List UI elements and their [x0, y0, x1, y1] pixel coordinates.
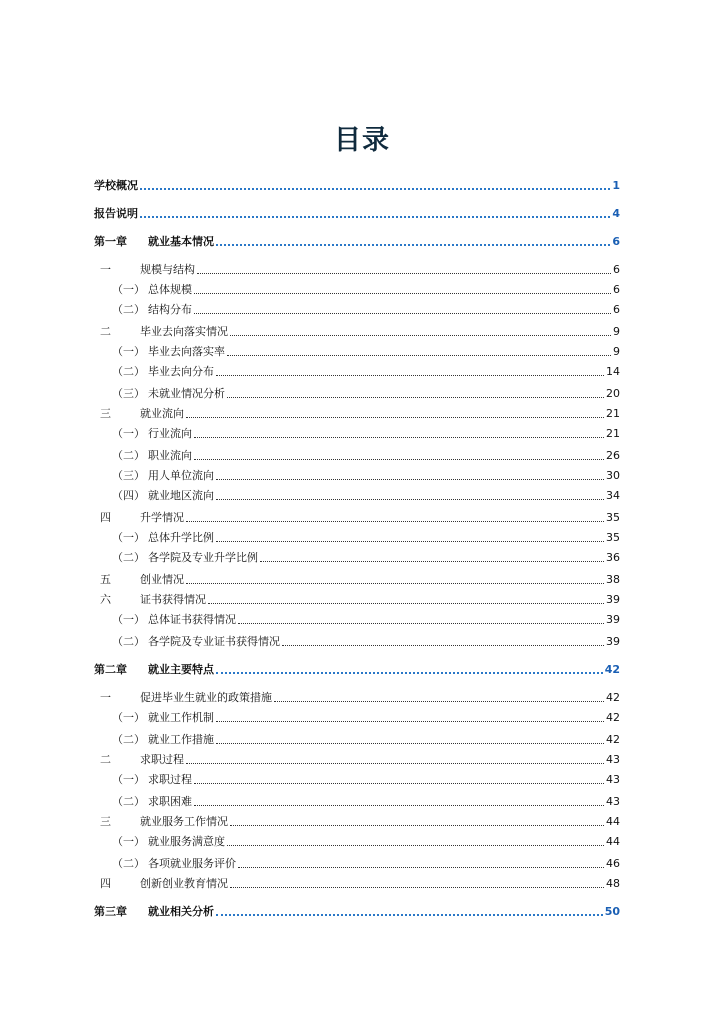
toc-entry-page: 4	[612, 207, 620, 220]
toc-entry-page: 46	[606, 857, 620, 870]
toc-entry-number: 四	[100, 877, 111, 890]
toc-entry-number: 第一章	[94, 235, 127, 248]
toc-entry-page: 42	[604, 663, 620, 676]
toc-entry-number: （二）	[112, 795, 145, 808]
toc-dot-leader	[216, 499, 604, 500]
toc-entry-label: 就业主要特点	[148, 663, 214, 676]
toc-entry-page: 36	[606, 551, 620, 564]
toc-entry[interactable]	[94, 690, 620, 706]
toc-entry[interactable]	[94, 634, 620, 650]
toc-dot-leader	[197, 273, 611, 274]
toc-entry-page: 39	[606, 613, 620, 626]
toc-entry-label: 未就业情况分析	[148, 387, 225, 400]
toc-entry-page: 44	[606, 815, 620, 828]
toc-dot-leader	[216, 743, 604, 744]
toc-entry-label: 报告说明	[94, 207, 138, 220]
toc-entry-page: 6	[613, 263, 620, 276]
toc-entry-number: 二	[100, 753, 111, 766]
toc-entry-number: （三）	[112, 387, 145, 400]
toc-entry-label: 就业基本情况	[148, 235, 214, 248]
toc-entry-label: 结构分布	[148, 303, 192, 316]
toc-dot-leader	[194, 459, 604, 460]
toc-dot-leader	[227, 397, 604, 398]
toc-entry[interactable]	[94, 206, 620, 222]
toc-entry-number: （二）	[112, 733, 145, 746]
toc-entry-page: 39	[606, 635, 620, 648]
toc-entry-page: 30	[606, 469, 620, 482]
toc-dot-leader	[194, 783, 604, 784]
toc-entry-page: 39	[606, 593, 620, 606]
toc-entry[interactable]	[94, 772, 620, 788]
toc-dot-leader	[216, 541, 604, 542]
toc-entry-label: 就业流向	[140, 407, 184, 420]
toc-entry-label: 求职困难	[148, 795, 192, 808]
toc-entry-label: 总体证书获得情况	[148, 613, 236, 626]
toc-dot-leader	[194, 437, 604, 438]
toc-entry[interactable]	[94, 386, 620, 402]
toc-entry-number: （一）	[112, 613, 145, 626]
toc-entry[interactable]	[94, 592, 620, 608]
toc-entry-page: 35	[606, 531, 620, 544]
toc-entry-number: （一）	[112, 427, 145, 440]
toc-entry-page: 38	[606, 573, 620, 586]
toc-entry-page: 6	[612, 235, 620, 248]
toc-entry-number: 第三章	[94, 905, 127, 918]
toc-entry-page: 42	[606, 733, 620, 746]
toc-entry-page: 44	[606, 835, 620, 848]
toc-entry[interactable]	[94, 324, 620, 340]
toc-entry[interactable]	[94, 302, 620, 318]
toc-dot-leader	[227, 845, 604, 846]
toc-entry-page: 1	[612, 179, 620, 192]
toc-entry-label: 各项就业服务评价	[148, 857, 236, 870]
toc-entry-label: 促进毕业生就业的政策措施	[140, 691, 272, 704]
toc-entry[interactable]	[94, 710, 620, 726]
toc-dot-leader	[216, 672, 603, 674]
toc-entry-label: 毕业去向落实情况	[140, 325, 228, 338]
toc-entry-page: 43	[606, 773, 620, 786]
toc-entry-page: 42	[606, 691, 620, 704]
toc-entry[interactable]	[94, 178, 620, 194]
toc-entry-number: （二）	[112, 635, 145, 648]
toc-dot-leader	[208, 603, 604, 604]
toc-entry-number: （二）	[112, 551, 145, 564]
toc-dot-leader	[186, 583, 604, 584]
toc-entry-number: （一）	[112, 345, 145, 358]
toc-entry-page: 48	[606, 877, 620, 890]
toc-entry-page: 35	[606, 511, 620, 524]
toc-dot-leader	[216, 721, 604, 722]
toc-entry[interactable]	[94, 612, 620, 628]
toc-entry-page: 9	[613, 345, 620, 358]
toc-entry[interactable]	[94, 530, 620, 546]
toc-dot-leader	[186, 763, 604, 764]
toc-entry[interactable]	[94, 794, 620, 810]
toc-entry[interactable]	[94, 234, 620, 250]
toc-entry-label: 求职过程	[148, 773, 192, 786]
toc-entry-number: （一）	[112, 531, 145, 544]
toc-entry-number: （四）	[112, 489, 145, 502]
toc-entry-number: 六	[100, 593, 111, 606]
toc-entry[interactable]	[94, 904, 620, 920]
toc-entry-label: 用人单位流向	[148, 469, 214, 482]
toc-dot-leader	[230, 887, 604, 888]
toc-entry-page: 50	[604, 905, 620, 918]
toc-entry-label: 升学情况	[140, 511, 184, 524]
toc-entry-number: 三	[100, 815, 111, 828]
toc-entry-page: 6	[613, 303, 620, 316]
toc-entry-number: （一）	[112, 835, 145, 848]
toc-entry-page: 9	[613, 325, 620, 338]
toc-entry[interactable]	[94, 876, 620, 892]
toc-entry-page: 21	[606, 407, 620, 420]
title-area	[0, 124, 724, 158]
toc-dot-leader	[216, 479, 604, 480]
toc-entry-number: （一）	[112, 773, 145, 786]
toc-entry-label: 创业情况	[140, 573, 184, 586]
toc-entry[interactable]	[94, 344, 620, 360]
toc-entry[interactable]	[94, 406, 620, 422]
toc-entry[interactable]	[94, 572, 620, 588]
toc-dot-leader	[227, 355, 611, 356]
toc-entry-label: 行业流向	[148, 427, 192, 440]
toc-entry-label: 就业工作措施	[148, 733, 214, 746]
toc-entry[interactable]	[94, 550, 620, 566]
toc-entry[interactable]	[94, 856, 620, 872]
toc-entry-label: 创新创业教育情况	[140, 877, 228, 890]
toc-entry[interactable]	[94, 426, 620, 442]
toc-entry-label: 就业相关分析	[148, 905, 214, 918]
toc-entry[interactable]	[94, 364, 620, 380]
toc-entry-number: 二	[100, 325, 111, 338]
toc-entry-page: 21	[606, 427, 620, 440]
toc-dot-leader	[274, 701, 604, 702]
toc-entry[interactable]	[94, 468, 620, 484]
toc-entry-number: （二）	[112, 303, 145, 316]
toc-entry-label: 就业工作机制	[148, 711, 214, 724]
toc-entry[interactable]	[94, 448, 620, 464]
toc-entry-label: 毕业去向分布	[148, 365, 214, 378]
toc-entry-number: 第二章	[94, 663, 127, 676]
toc-dot-leader	[282, 645, 604, 646]
toc-dot-leader	[230, 825, 604, 826]
toc-entry-page: 14	[606, 365, 620, 378]
toc-dot-leader	[186, 417, 604, 418]
toc-entry-number: 五	[100, 573, 111, 586]
toc-entry-label: 职业流向	[148, 449, 192, 462]
toc-dot-leader	[238, 623, 604, 624]
toc-entry-page: 42	[606, 711, 620, 724]
toc-entry-number: （二）	[112, 857, 145, 870]
toc-entry-number: 一	[100, 691, 111, 704]
toc-entry-label: 学校概况	[94, 179, 138, 192]
toc-entry[interactable]	[94, 814, 620, 830]
toc-entry-label: 就业服务满意度	[148, 835, 225, 848]
toc-entry-page: 26	[606, 449, 620, 462]
page-title: 目录	[334, 125, 390, 156]
toc-entry[interactable]	[94, 282, 620, 298]
toc-entry-page: 43	[606, 795, 620, 808]
toc-dot-leader	[216, 375, 604, 376]
toc-entry-number: （二）	[112, 449, 145, 462]
toc-entry-page: 20	[606, 387, 620, 400]
toc-entry-label: 规模与结构	[140, 263, 195, 276]
toc-entry-label: 证书获得情况	[140, 593, 206, 606]
toc-dot-leader	[194, 293, 611, 294]
toc-entry[interactable]	[94, 662, 620, 678]
toc-entry-number: 一	[100, 263, 111, 276]
toc-entry-label: 总体升学比例	[148, 531, 214, 544]
toc-entry-page: 43	[606, 753, 620, 766]
toc-entry[interactable]	[94, 752, 620, 768]
toc-entry-label: 求职过程	[140, 753, 184, 766]
toc-entry-label: 各学院及专业升学比例	[148, 551, 258, 564]
toc-dot-leader	[194, 313, 611, 314]
toc-entry-page: 6	[613, 283, 620, 296]
toc-entry[interactable]	[94, 262, 620, 278]
toc-dot-leader	[216, 914, 603, 916]
toc-entry-number: （三）	[112, 469, 145, 482]
toc-entry[interactable]	[94, 732, 620, 748]
toc-dot-leader	[140, 188, 610, 190]
toc-entry[interactable]	[94, 488, 620, 504]
toc-entry-label: 毕业去向落实率	[148, 345, 225, 358]
toc-entry-label: 总体规模	[148, 283, 192, 296]
toc-entry-number: （二）	[112, 365, 145, 378]
toc-entry-page: 34	[606, 489, 620, 502]
toc-dot-leader	[140, 216, 610, 218]
toc-dot-leader	[216, 244, 610, 246]
toc-dot-leader	[238, 867, 604, 868]
toc-entry-label: 就业服务工作情况	[140, 815, 228, 828]
toc-entry[interactable]	[94, 510, 620, 526]
toc-entry-number: （一）	[112, 711, 145, 724]
toc-entry-number: （一）	[112, 283, 145, 296]
toc-entry-label: 各学院及专业证书获得情况	[148, 635, 280, 648]
toc-dot-leader	[260, 561, 604, 562]
toc-entry-number: 四	[100, 511, 111, 524]
toc-dot-leader	[194, 805, 604, 806]
toc-dot-leader	[230, 335, 611, 336]
toc-entry-number: 三	[100, 407, 111, 420]
toc-entry-label: 就业地区流向	[148, 489, 214, 502]
toc-dot-leader	[186, 521, 604, 522]
toc-entry[interactable]	[94, 834, 620, 850]
